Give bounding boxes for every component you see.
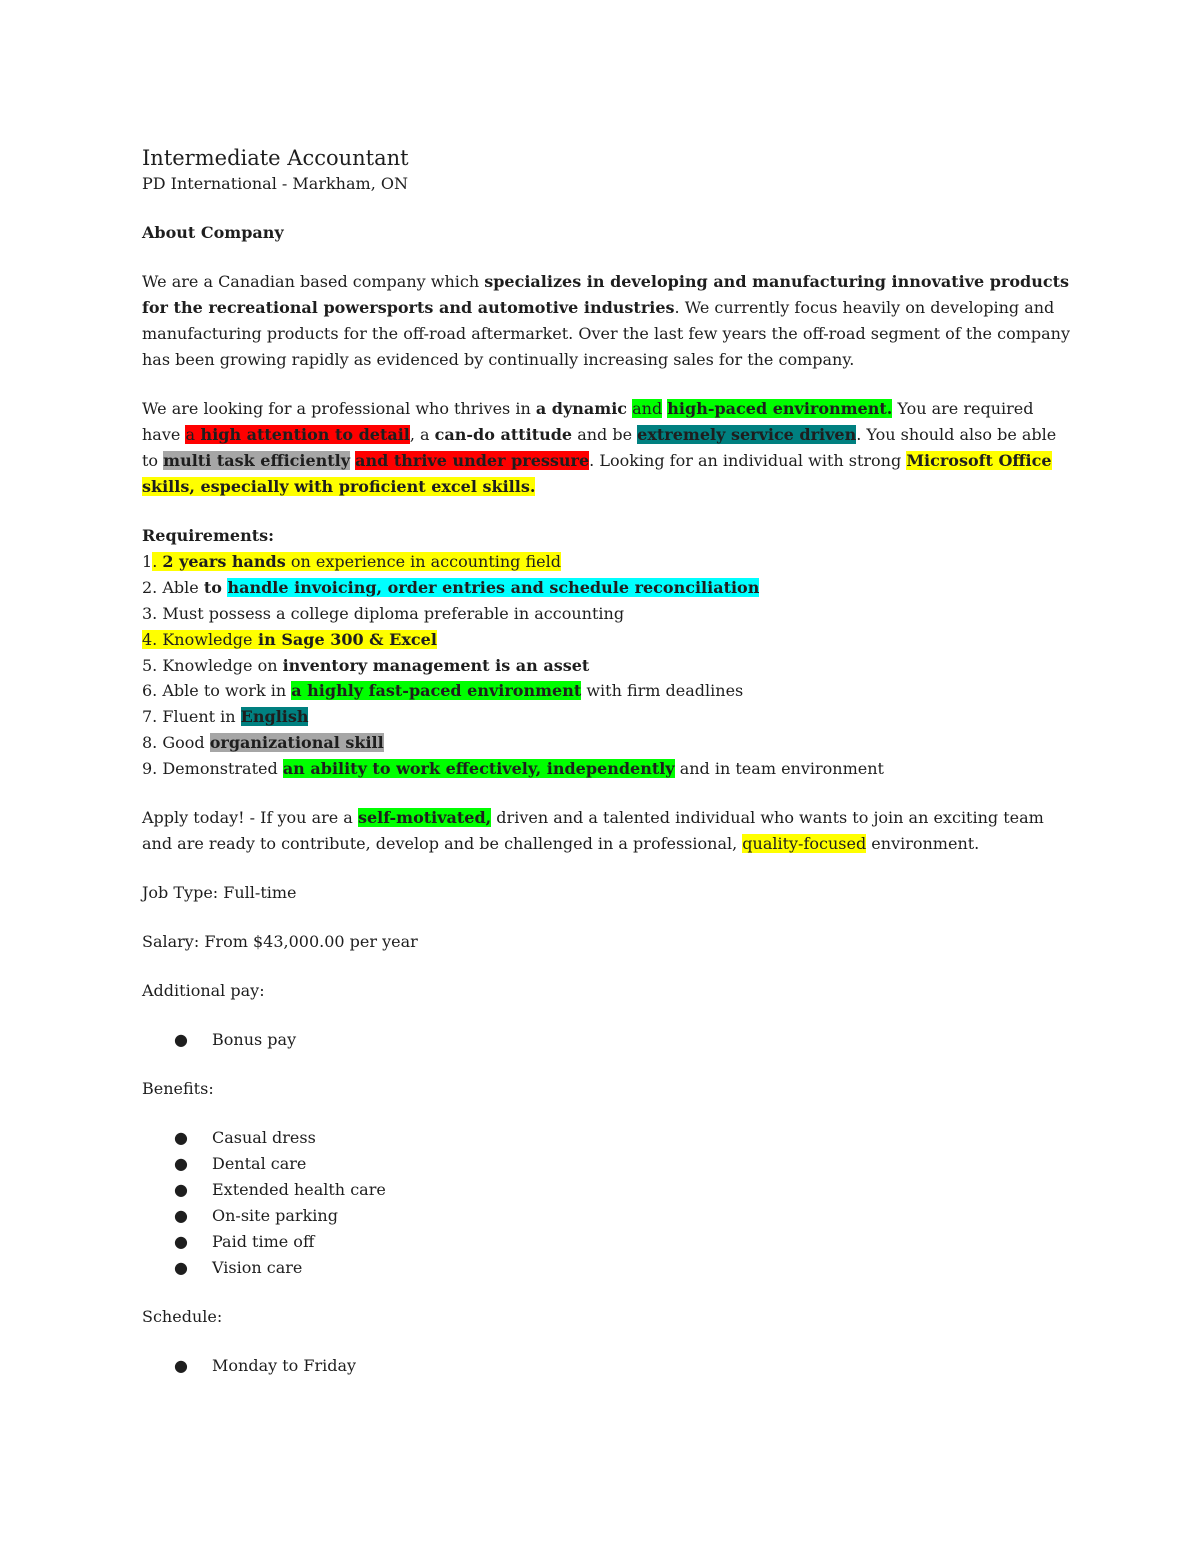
highlight-cyan: handle invoicing, order entries and schedule reconciliation [227, 577, 760, 597]
text-run: 2. Able [142, 577, 204, 597]
page-title: Intermediate Accountant [142, 146, 409, 170]
text-run: You are required have [142, 399, 1034, 444]
about-heading: About Company [142, 223, 284, 242]
document-body [142, 145, 1072, 1402]
text-run: environment. [866, 834, 980, 854]
text-run: 7. Fluent in [142, 707, 241, 727]
requirement-item [142, 704, 1072, 730]
benefits-heading: Benefits: [142, 1079, 214, 1099]
highlight-yellow: . [152, 551, 163, 571]
highlight-yellow: in Sage 300 & Excel [252, 629, 437, 649]
highlight-green: self-motivated, [357, 808, 492, 828]
text-run: , a [409, 425, 435, 444]
list-item [142, 1027, 1072, 1053]
text-run: and in team environment [674, 759, 884, 779]
text-run: . We currently focus heavily on developing and manufacturing products for the off-road aftermarket. Over the last few years the off-road segment of the company has been growing rapidly as evidenced by continually increasing sales for the company. [142, 298, 1070, 369]
text-run-bold: can-do attitude [434, 425, 573, 444]
requirements-heading: Requirements: [142, 526, 275, 545]
highlight-yellow: on experience in accounting field [285, 551, 562, 571]
bullet-icon: ● [174, 1356, 188, 1376]
highlight-red: a [185, 425, 195, 444]
text-run: 8. Good [142, 733, 210, 753]
text-run: and be [572, 425, 638, 444]
list-item [142, 1229, 1072, 1255]
highlight-teal: English [240, 707, 309, 727]
bullet-icon: ● [174, 1206, 188, 1226]
text-run: We are a Canadian based company which [142, 272, 485, 291]
salary: Salary: From $43,000.00 per year [142, 932, 418, 952]
text-run: with firm deadlines [581, 681, 744, 701]
list-item-label: Dental care [212, 1154, 307, 1174]
highlight-green: high-paced environment. [667, 399, 893, 418]
text-run: driven and a talented individual who wants to join an exciting team and are ready to contribute, develop and be challenged in a professional, [142, 808, 1044, 854]
requirement-item: 3. Must possess a college diploma preferable in accounting [142, 603, 625, 623]
requirement-item [142, 627, 1072, 653]
text-run: 9. Demonstrated [142, 759, 283, 779]
bullet-icon: ● [174, 1180, 188, 1200]
company-location: PD International - Markham, ON [142, 174, 408, 193]
text-run: . Looking for an individual with strong [589, 451, 907, 470]
requirement-item [142, 549, 1072, 575]
text-run: 5. Knowledge on [142, 655, 283, 675]
requirements-section [142, 523, 1072, 782]
list-item-label: Monday to Friday [212, 1356, 357, 1376]
list-item [142, 1151, 1072, 1177]
text-run: . You should also be able to [142, 425, 1057, 470]
list-item-label: Vision care [212, 1258, 303, 1278]
job-type: Job Type: Full-time [142, 883, 297, 903]
requirement-item [142, 678, 1072, 704]
highlight-gray: multi task efficiently [163, 451, 351, 470]
highlight-red: and thrive under pressure [355, 451, 590, 470]
requirement-item [142, 575, 1072, 601]
text-run: We are looking for a professional who thrives in [142, 399, 536, 418]
schedule-heading: Schedule: [142, 1307, 223, 1327]
additional-pay-list [142, 1027, 1072, 1053]
requirement-item [142, 653, 1072, 679]
additional-pay-heading: Additional pay: [142, 981, 265, 1001]
text-run: Apply today! - If you are a [142, 808, 358, 828]
list-item [142, 1353, 1072, 1379]
highlight-yellow: quality-focused [742, 834, 867, 854]
bullet-icon: ● [174, 1128, 188, 1148]
about-paragraph [142, 269, 1072, 373]
highlight-yellow: 2 years hands [162, 551, 286, 571]
text-run-bold: inventory management is an asset [282, 655, 590, 675]
list-item-label: Extended health care [212, 1180, 386, 1200]
list-item [142, 1255, 1072, 1281]
list-item [142, 1203, 1072, 1229]
text-run-bold: a dynamic [535, 399, 628, 418]
list-item [142, 1177, 1072, 1203]
highlight-yellow: Microsoft Office skills, especially with proficient excel skills. [142, 451, 1052, 496]
looking-for-paragraph [142, 396, 1072, 500]
schedule-list [142, 1353, 1072, 1379]
text-run-bold: specializes in developing and manufacturing innovative products for the recreational powersports and automotive industries [142, 272, 1069, 317]
list-item-label: Casual dress [212, 1128, 316, 1148]
highlight-yellow: 4. Knowledge [142, 629, 253, 649]
bullet-icon: ● [174, 1258, 188, 1278]
apply-paragraph [142, 805, 1072, 857]
requirement-item [142, 756, 1072, 782]
list-item-label: Paid time off [212, 1232, 315, 1252]
list-item-label: Bonus pay [212, 1030, 297, 1050]
highlight-green: a highly fast-paced environment [291, 681, 582, 701]
requirement-item [142, 730, 1072, 756]
highlight-gray: organizational skill [209, 733, 384, 753]
highlight-green: and [632, 399, 663, 418]
highlight-teal: extremely service driven [637, 425, 857, 444]
highlight-green: an ability to work effectively, independently [282, 759, 675, 779]
bullet-icon: ● [174, 1154, 188, 1174]
bullet-icon: ● [174, 1232, 188, 1252]
list-item [142, 1125, 1072, 1151]
text-run-bold: to [203, 577, 228, 597]
benefits-list [142, 1125, 1072, 1281]
text-run: 1 [142, 551, 153, 571]
list-item-label: On-site parking [212, 1206, 338, 1226]
highlight-red: high attention to detail [194, 425, 410, 444]
bullet-icon: ● [174, 1030, 188, 1050]
text-run: 6. Able to work in [142, 681, 292, 701]
